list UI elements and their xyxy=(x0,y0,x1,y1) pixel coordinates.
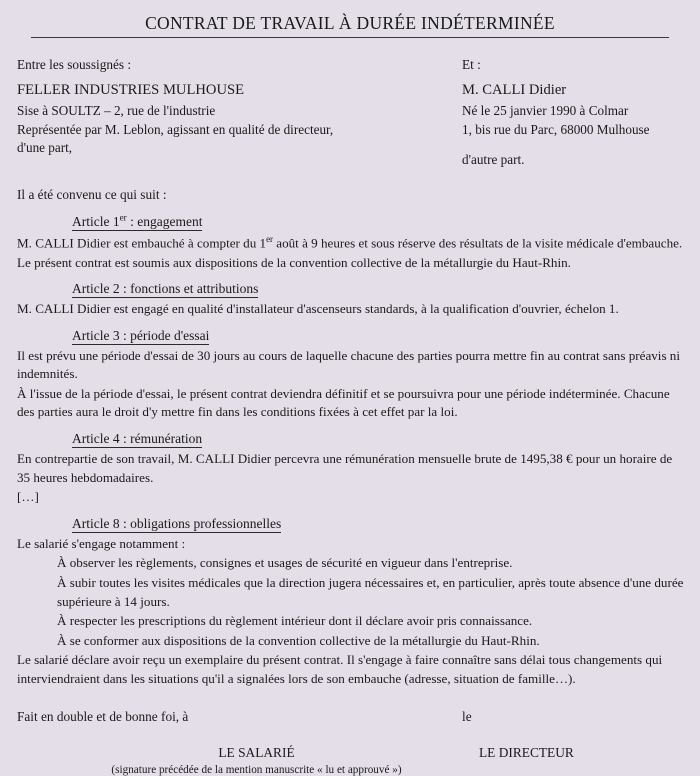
article-8-tail-paragraph-1: Le salarié déclare avoir reçu un exemplaire du présent contrat. Il s'engage à faire connaître sans délai tous changements qui interviendraient dans les situations qu'il a signalées lors de son embauche (adresse, situation de famille…). xyxy=(17,652,663,686)
signatures-section xyxy=(14,745,686,761)
article-2-heading xyxy=(14,281,686,297)
article-1-heading-suffix: : engagement xyxy=(126,213,203,229)
employer-heading: Entre les soussignés : xyxy=(17,57,132,72)
article-8 xyxy=(14,516,686,689)
article-3 xyxy=(14,328,686,422)
employer-part-mention: d'une part, xyxy=(17,139,73,155)
closing-date: le xyxy=(462,709,472,725)
employee-birth: Né le 25 janvier 1990 à Colmar xyxy=(462,103,629,119)
article-2-heading-text: Article 2 : fonctions et attributions xyxy=(72,281,259,297)
article-1 xyxy=(14,212,686,272)
signature-employer-label: LE DIRECTEUR xyxy=(479,745,574,761)
article-4-paragraph-1: En contrepartie de son travail, M. CALLI Didier percevra une rémunération mensuelle brute de 1495,38 € pour un horaire de 35 heures hebdomadaires. xyxy=(17,451,673,485)
signature-employee-label: LE SALARIÉ xyxy=(218,745,295,761)
employee-address: 1, bis rue du Parc, 68000 Mulhouse xyxy=(462,121,650,137)
article-1-heading-text: Article 1 xyxy=(72,213,120,229)
article-4 xyxy=(14,431,686,507)
article-4-heading xyxy=(14,431,686,447)
article-8-heading xyxy=(14,516,686,532)
article-2-paragraph-1: M. CALLI Didier est engagé en qualité d'installateur d'ascenseurs standards, à la qualification d'ouvrier, échelon 1. xyxy=(17,301,619,317)
article-3-body xyxy=(14,347,686,422)
article-1-heading xyxy=(14,212,686,230)
article-3-paragraph-1: Il est prévu une période d'essai de 30 jours au cours de laquelle chacune des parties pourra mettre fin au contrat sans préavis ni indemnités. xyxy=(17,347,680,382)
article-8-paragraph-1: Le salarié s'engage notamment : xyxy=(17,535,186,551)
employer-representative: Représentée par M. Leblon, agissant en qualité de directeur, xyxy=(17,121,334,137)
article-8-heading-text: Article 8 : obligations professionnelles xyxy=(72,515,282,531)
article-4-heading-text: Article 4 : rémunération xyxy=(72,431,203,447)
employee-name: M. CALLI Didier xyxy=(462,82,567,99)
article-1-body xyxy=(14,233,686,273)
spacer xyxy=(462,139,686,151)
closing-section xyxy=(14,709,686,725)
article-1-paragraph-2: Le présent contrat est soumis aux dispositions de la convention collective de la métallurgie du Haut-Rhin. xyxy=(17,254,571,270)
article-3-paragraph-2: À l'issue de la période d'essai, le présent contrat deviendra définitif et se poursuivra pour une période indéterminée. Chacune des parties aura le droit d'y mettre fin dans les conditions fixées à cet effet par la loi. xyxy=(17,385,670,420)
employer-address: Sise à SOULTZ – 2, rue de l'industrie xyxy=(17,103,216,119)
article-3-heading xyxy=(14,328,686,344)
article-8-bullet-3: À respecter les prescriptions du règlement intérieur dont il déclare avoir pris connaissance. xyxy=(57,613,533,629)
signature-note: (signature précédée de la mention manuscrite « lu et approuvé ») xyxy=(111,764,402,776)
article-2 xyxy=(14,281,686,319)
employee-heading: Et : xyxy=(462,57,481,72)
article-8-bullet-4: À se conformer aux dispositions de la convention collective de la métallurgie du Haut-Rhin. xyxy=(57,632,540,648)
article-4-body xyxy=(14,450,686,507)
article-1-heading-sup: er xyxy=(119,212,127,223)
employer-name: FELLER INDUSTRIES MULHOUSE xyxy=(17,82,245,99)
article-8-bullet-2: À subir toutes les visites médicales que la direction jugera nécessaires et, en particulier, après toute absence d'une durée supérieure à 14 jours. xyxy=(57,574,684,609)
article-4-paragraph-2: […] xyxy=(17,489,39,505)
parties-section xyxy=(14,56,686,169)
employee-block xyxy=(462,56,686,169)
agreement-intro: Il a été convenu ce qui suit : xyxy=(17,187,167,203)
employer-block xyxy=(14,56,462,169)
closing-place: Fait en double et de bonne foi, à xyxy=(17,709,189,725)
article-2-body xyxy=(14,300,686,319)
document-title: CONTRAT DE TRAVAIL À DURÉE INDÉTERMINÉE xyxy=(31,10,669,38)
article-8-bullet-1: À observer les règlements, consignes et usages de sécurité en vigueur dans l'entreprise. xyxy=(57,555,513,571)
article-8-body xyxy=(14,535,686,689)
article-1-paragraph-1: M. CALLI Didier est embauché à compter du 1er août à 9 heures et sous réserve des résultats de la visite médicale d'embauche. xyxy=(17,233,683,250)
employee-part-mention: d'autre part. xyxy=(462,151,525,167)
article-3-heading-text: Article 3 : période d'essai xyxy=(72,327,210,343)
